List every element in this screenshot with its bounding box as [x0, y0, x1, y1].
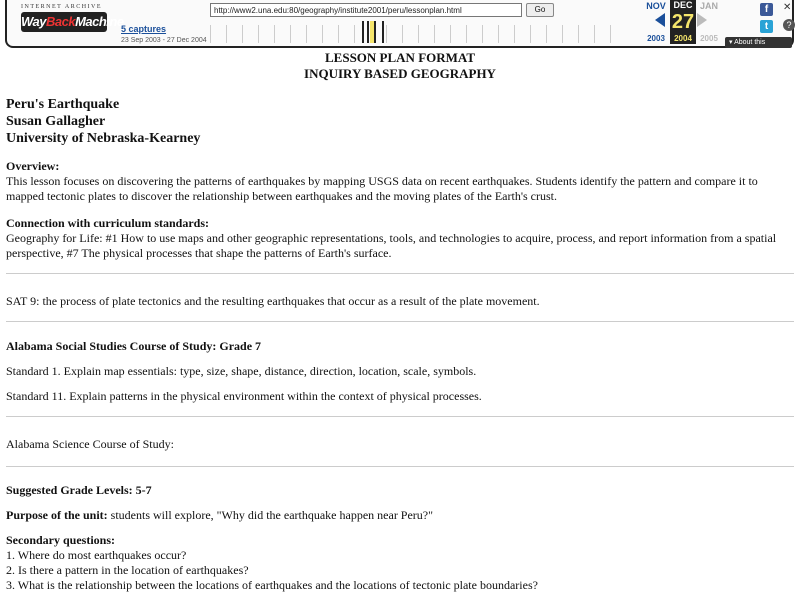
sparkline-capture-mark[interactable] [362, 21, 364, 43]
prev-capture-arrow-icon[interactable] [655, 13, 665, 27]
purpose-heading: Purpose of the unit: [6, 508, 108, 522]
sparkline-month-tick [482, 25, 483, 43]
wayback-logo[interactable] [21, 3, 124, 43]
facebook-icon[interactable]: f [760, 3, 773, 16]
secondary-questions-heading: Secondary questions: [6, 533, 116, 547]
sparkline-month-tick [498, 25, 499, 43]
overview-text: This lesson focuses on discovering the patterns of earthquakes by mapping USGS data on recent earthquakes. Students identify the pattern and compare it to mapped tectonic plates to discover the relationship between earthquakes and the moving plates of the Earth's crust. [6, 174, 758, 203]
next-month: JAN [699, 1, 718, 11]
sparkline-month-tick [290, 25, 291, 43]
twitter-icon[interactable]: t [760, 20, 773, 33]
wayback-machine-wordmark: WayBackMachine [21, 12, 107, 32]
question-1: 1. Where do most earthquakes occur? [6, 548, 187, 562]
current-day: 27 [671, 11, 695, 33]
prev-month-link[interactable]: NOV [646, 1, 666, 11]
sparkline-month-tick [386, 25, 387, 43]
prev-year-link[interactable]: 2003 [647, 34, 665, 43]
sparkline-month-tick [578, 25, 579, 43]
sparkline-month-tick [338, 25, 339, 43]
sparkline-month-tick [434, 25, 435, 43]
capture-sparkline[interactable] [210, 21, 630, 43]
current-month: DEC [670, 0, 696, 11]
close-icon[interactable]: ✕ [783, 2, 792, 13]
sparkline-month-tick [242, 25, 243, 43]
sparkline-month-tick [210, 25, 211, 43]
author-name: Susan Gallagher [6, 114, 106, 129]
sparkline-month-tick [402, 25, 403, 43]
next-year: 2005 [700, 34, 718, 43]
sparkline-month-tick [610, 25, 611, 43]
capture-date-range: 23 Sep 2003 - 27 Dec 2004 [121, 37, 207, 44]
sparkline-month-tick [466, 25, 467, 43]
sparkline-month-tick [514, 25, 515, 43]
lesson-name: Peru's Earthquake [6, 97, 120, 112]
purpose-text: students will explore, "Why did the earthquake happen near Peru?" [107, 508, 434, 522]
author-affiliation: University of Nebraska-Kearney [6, 131, 201, 146]
sparkline-month-tick [418, 25, 419, 43]
sparkline-month-tick [274, 25, 275, 43]
page-title: LESSON PLAN FORMAT [325, 50, 475, 65]
connection-heading: Connection with curriculum standards: [6, 216, 210, 230]
sparkline-month-tick [546, 25, 547, 43]
sparkline-capture-mark[interactable] [374, 21, 376, 43]
purpose-line [6, 508, 794, 523]
sparkline-month-tick [450, 25, 451, 43]
sat9-text: SAT 9: the process of plate tectonics and the resulting earthquakes that occur as a result of the plate movement. [6, 294, 540, 308]
standard-1-text: Standard 1. Explain map essentials: type, size, shape, distance, direction, location, scale, symbols. [6, 364, 477, 378]
question-2: 2. Is there a pattern in the location of earthquakes? [6, 563, 249, 577]
grade-levels: Suggested Grade Levels: 5-7 [6, 483, 152, 497]
go-button[interactable]: Go [526, 3, 554, 17]
next-capture-arrow-icon [697, 13, 707, 27]
internet-archive-label: INTERNET ARCHIVE [21, 4, 103, 10]
sparkline-month-tick [258, 25, 259, 43]
sparkline-capture-mark[interactable] [367, 21, 369, 43]
help-icon[interactable]: ? [783, 19, 795, 31]
alabama-social-studies-heading: Alabama Social Studies Course of Study: Grade 7 [6, 339, 262, 353]
overview-heading: Overview: [6, 159, 60, 173]
sparkline-month-tick [562, 25, 563, 43]
lesson-plan-document [6, 50, 794, 593]
sparkline-month-tick [226, 25, 227, 43]
url-input[interactable]: http://www2.una.edu:80/geography/institute2001/peru/lessonplan.html [210, 3, 522, 17]
captures-link[interactable]: 5 captures [121, 24, 167, 34]
sparkline-month-tick [594, 25, 595, 43]
alabama-science-text: Alabama Science Course of Study: [6, 437, 174, 451]
about-caret-icon: ▾ [729, 39, 735, 46]
sparkline-capture-mark[interactable] [382, 21, 384, 43]
sparkline-month-tick [530, 25, 531, 43]
sparkline-month-tick [306, 25, 307, 43]
connection-text: Geography for Life: #1 How to use maps and other geographic representations, tools, and technologies to acquire, process, and report information from a spatial perspective, #7 The physical processes that shape the patterns of Earth's surface. [6, 231, 777, 260]
page-subtitle: INQUIRY BASED GEOGRAPHY [304, 66, 496, 81]
standard-11-text: Standard 11. Explain patterns in the physical environment within the context of physical processes. [6, 389, 482, 403]
about-capture-button[interactable]: ▾ About this capture [725, 37, 792, 48]
sparkline-month-tick [322, 25, 323, 43]
wayback-toolbar [5, 0, 794, 57]
current-year: 2004 [670, 33, 696, 44]
sparkline-month-tick [354, 25, 355, 43]
question-3: 3. What is the relationship between the locations of earthquakes and the locations of tectonic plate boundaries? [6, 578, 538, 592]
